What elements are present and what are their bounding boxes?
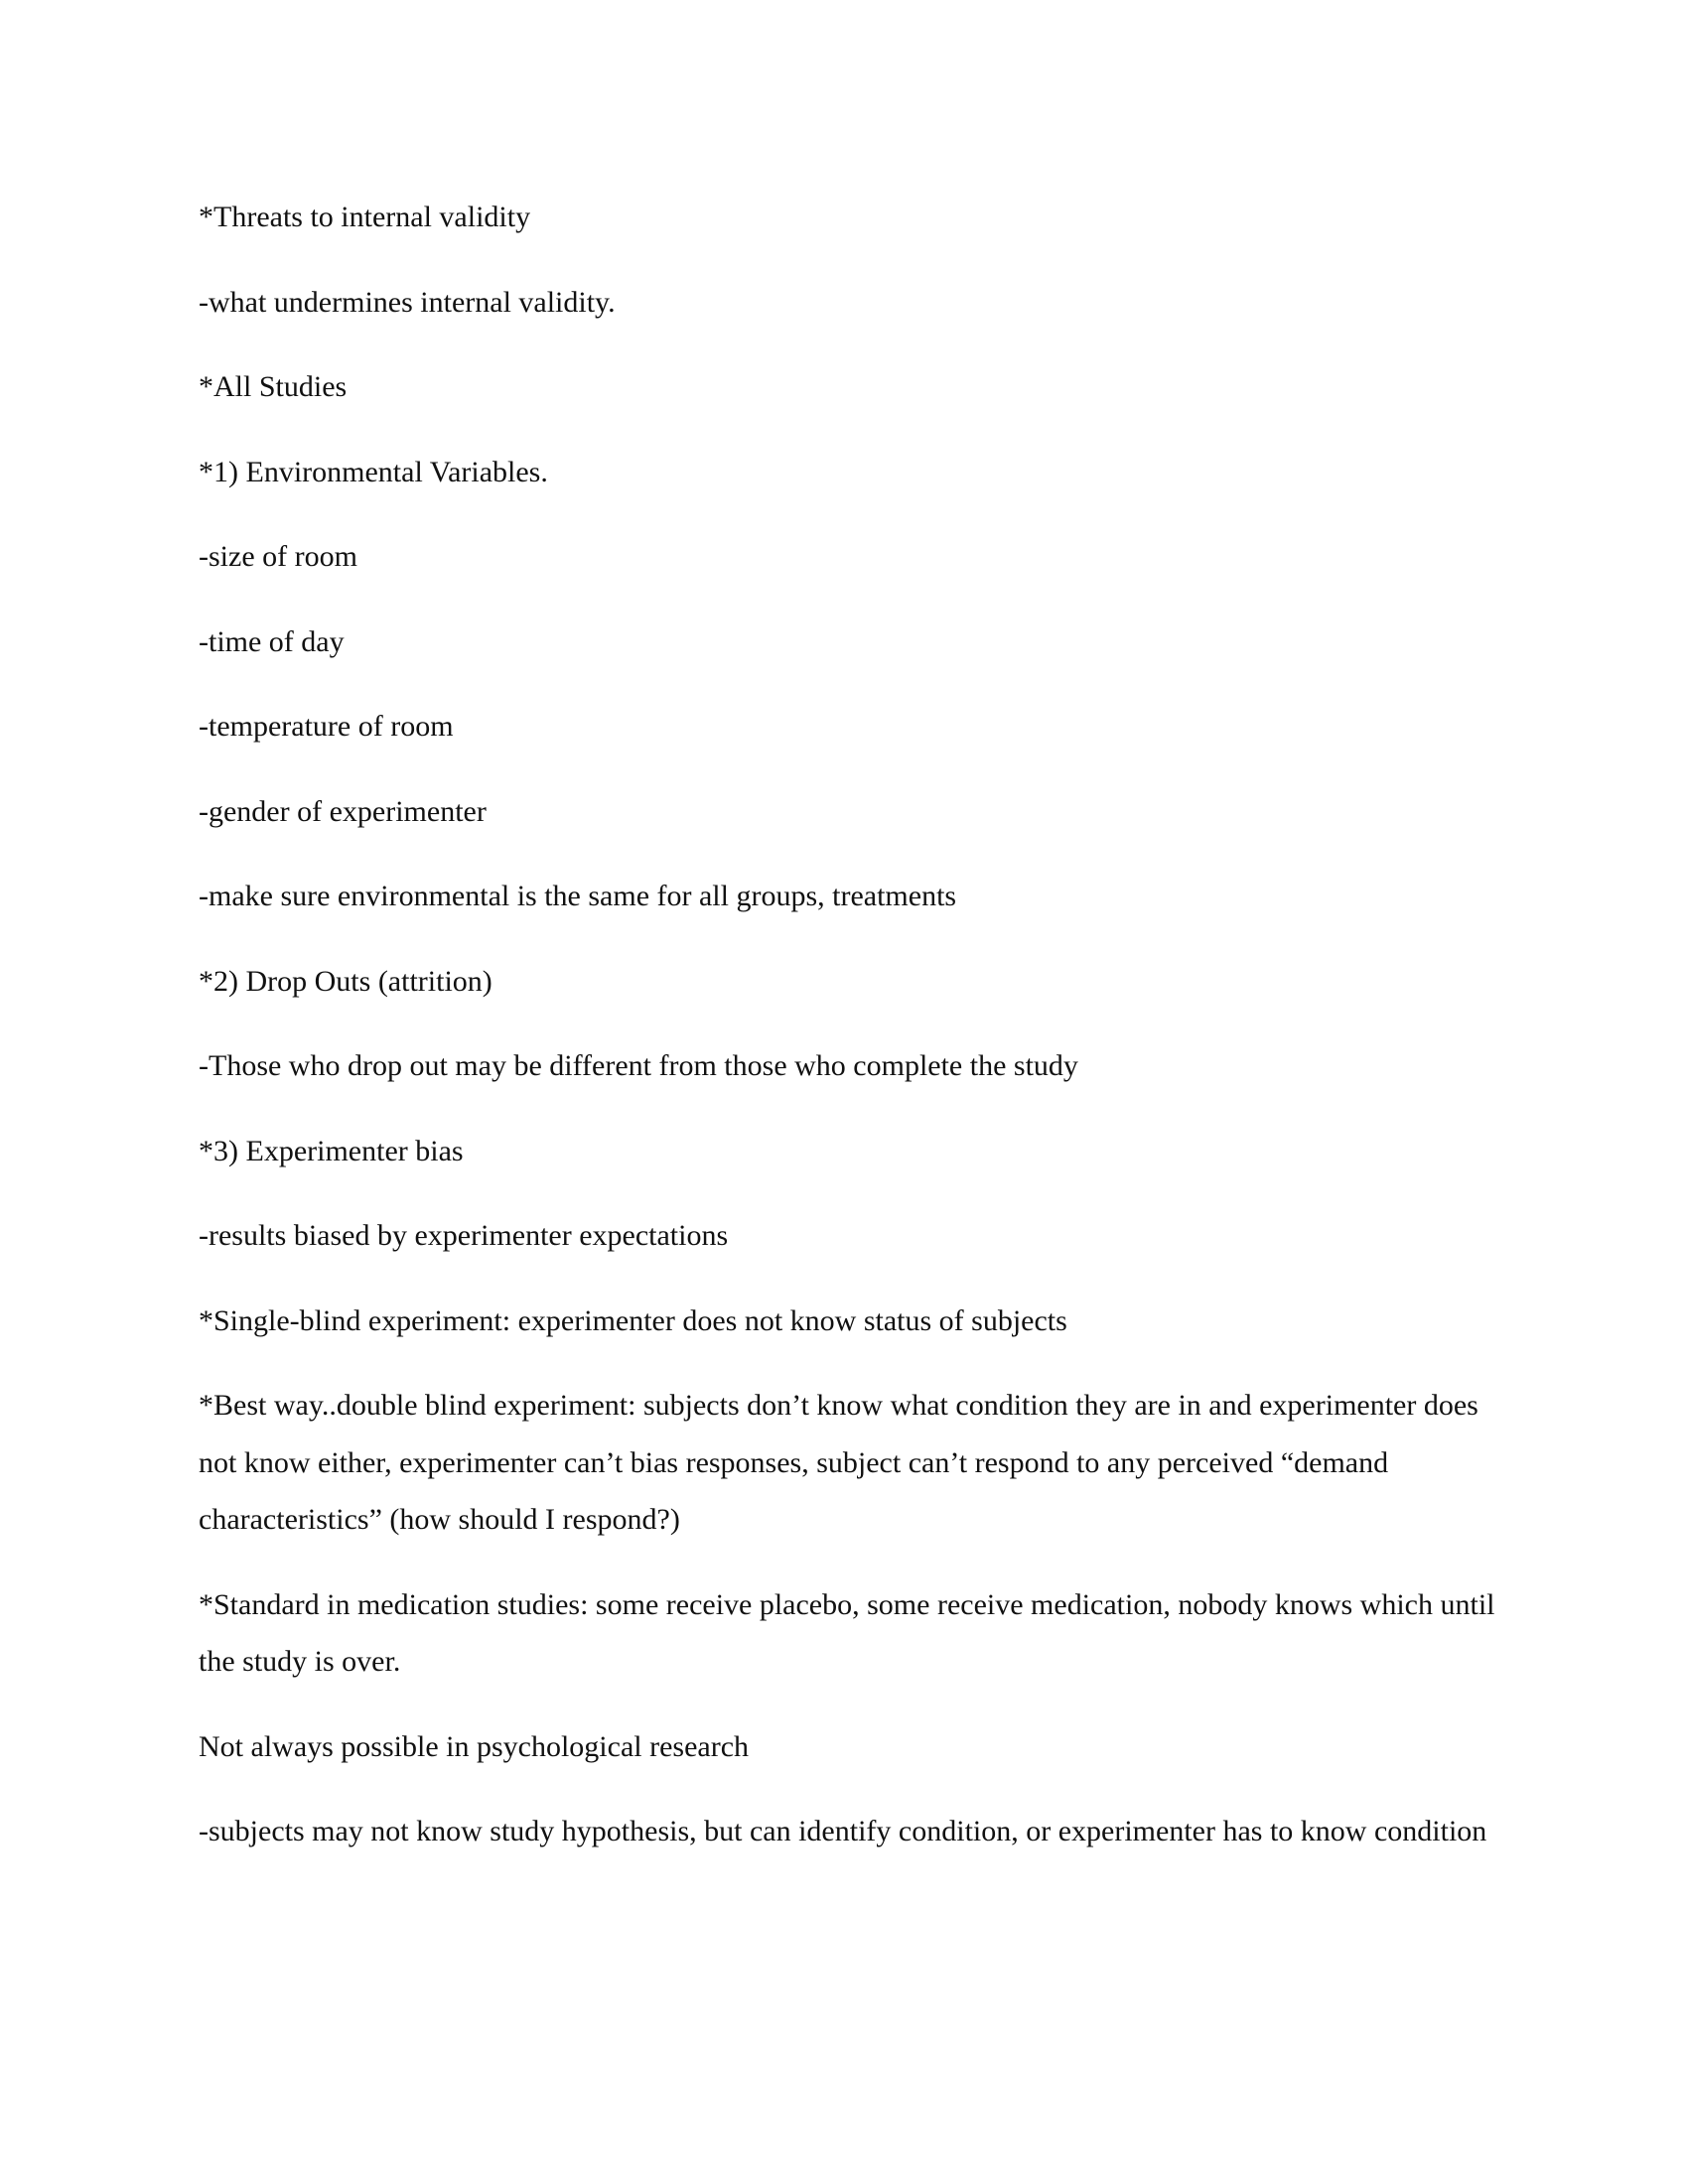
bullet-time-of-day: -time of day	[199, 624, 345, 658]
document-body	[199, 189, 1499, 1888]
note-double-blind: *Best way..double blind experiment: subjects don’t know what condition they are in and experimenter does not know either, experimenter can’t bias responses, subject can’t respond to any perceived “demand characteristics” (how should I respond?)	[199, 1389, 1478, 1536]
bullet-gender-experimenter: -gender of experimenter	[199, 794, 487, 828]
note-single-blind: *Single-blind experiment: experimenter does not know status of subjects	[199, 1303, 1067, 1337]
heading-threats-internal-validity: *Threats to internal validity	[199, 201, 531, 233]
note-not-always-possible: Not always possible in psychological research	[199, 1729, 750, 1763]
bullet-temperature: -temperature of room	[199, 710, 454, 743]
heading-all-studies: *All Studies	[199, 370, 348, 403]
heading-experimenter-bias: *3) Experimenter bias	[199, 1134, 464, 1167]
bullet-same-environment: -make sure environmental is the same for all groups, treatments	[199, 880, 957, 912]
bullet-subjects-identify-condition: -subjects may not know study hypothesis, but can identify condition, or experimenter has to know condition	[199, 1815, 1487, 1847]
heading-environmental-variables: *1) Environmental Variables.	[199, 455, 548, 488]
bullet-size-of-room: -size of room	[199, 540, 357, 573]
bullet-drop-out-difference: -Those who drop out may be different from those who complete the study	[199, 1049, 1078, 1082]
definition-line: -what undermines internal validity.	[199, 285, 616, 319]
heading-drop-outs: *2) Drop Outs (attrition)	[199, 964, 492, 998]
note-medication-studies: *Standard in medication studies: some receive placebo, some receive medication, nobody knows which until the study is over.	[199, 1587, 1495, 1678]
bullet-biased-results: -results biased by experimenter expectations	[199, 1219, 729, 1252]
